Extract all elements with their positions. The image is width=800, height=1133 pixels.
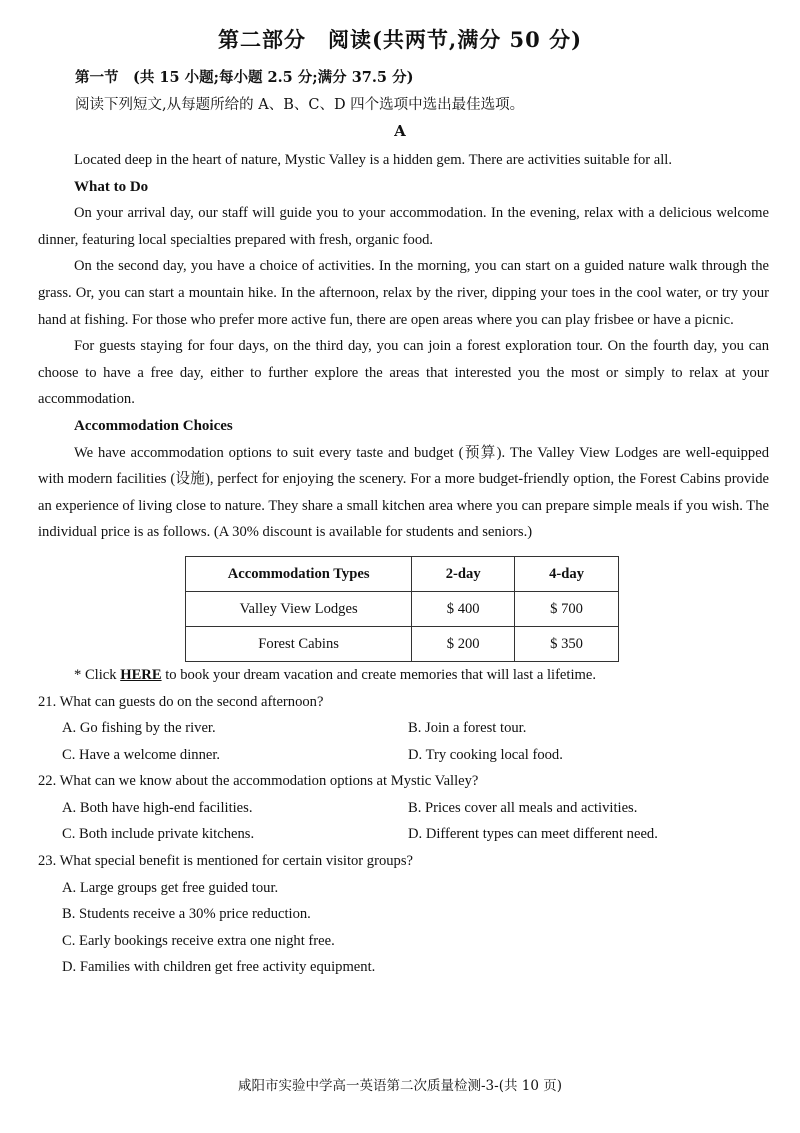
section-heading: 第一节 (共 15 小题;每小题 2.5 分;满分 37.5 分)	[75, 69, 414, 86]
option-b[interactable]: B. Join a forest tour.	[408, 720, 527, 737]
option-c[interactable]: C. Early bookings receive extra one night free.	[62, 932, 335, 949]
here-link[interactable]: HERE	[120, 666, 162, 683]
header-4day: 4-day	[515, 556, 619, 591]
question-23-stem: 23. What special benefit is mentioned for certain visitor groups?	[38, 853, 414, 870]
question-21-options-row2	[38, 742, 769, 769]
what-to-do-heading: What to Do	[74, 178, 149, 195]
question-22-stem: 22. What can we know about the accommodation options at Mystic Valley?	[38, 773, 479, 790]
table-row	[186, 591, 619, 626]
option-c[interactable]: C. Have a welcome dinner.	[62, 746, 221, 763]
cell-type: Forest Cabins	[186, 626, 412, 661]
paragraph-second-day: On the second day, you have a choice of activities. In the morning, you can start on a guided nature walk through the grass. Or, you can start a mountain hike. In the afternoon, relax by the river, dipping your toes in the cool water, or try your hand at fishing. For those who prefer more active fun, there are open areas where you can play frisbee or have a picnic.	[38, 258, 769, 328]
option-d[interactable]: D. Try cooking local food.	[408, 746, 563, 763]
paragraph-four-days: For guests staying for four days, on the third day, you can join a forest exploration tour. On the fourth day, you can choose to have a free day, either to further explore the areas that interested you the most or simply to relax at your accommodation.	[38, 338, 769, 408]
paragraph-accommodation: We have accommodation options to suit every taste and budget (预算). The Valley View Lodges are well-equipped with modern facilities (设施), perfect for enjoying the scenery. For a more budget-friendly option, the Forest Cabins provide an experience of living close to nature. They share a small kitchen area where you can prepare simple meals if you wish. The individual price is as follows. (A 30% discount is available for students and seniors.)	[38, 444, 769, 541]
option-b[interactable]: B. Students receive a 30% price reduction.	[62, 906, 311, 923]
option-d[interactable]: D. Different types can meet different need.	[408, 826, 658, 843]
page-title: 第二部分 阅读(共两节,满分 50 分)	[217, 27, 583, 52]
cell-type: Valley View Lodges	[186, 591, 412, 626]
price-table	[185, 556, 619, 662]
accommodation-heading: Accommodation Choices	[74, 417, 233, 434]
question-22-options-row1	[38, 795, 769, 822]
booking-note	[38, 662, 769, 689]
passage-body	[38, 147, 769, 981]
cell-2day: $ 200	[412, 626, 515, 661]
option-c[interactable]: C. Both include private kitchens.	[62, 826, 255, 843]
option-b[interactable]: B. Prices cover all meals and activities.	[408, 799, 638, 816]
option-a[interactable]: A. Go fishing by the river.	[62, 720, 216, 737]
instruction-text: 阅读下列短文,从每题所给的 A、B、C、D 四个选项中选出最佳选项。	[75, 97, 525, 113]
paragraph-arrival: On your arrival day, our staff will guide you to your accommodation. In the evening, relax with a delicious welcome dinner, featuring local specialties prepared with fresh, organic food.	[38, 205, 769, 248]
header-type: Accommodation Types	[186, 556, 412, 591]
intro-paragraph: Located deep in the heart of nature, Mystic Valley is a hidden gem. There are activities suitable for all.	[74, 152, 672, 168]
cell-4day: $ 700	[515, 591, 619, 626]
passage-label: A	[394, 122, 406, 140]
table-header-row	[186, 556, 619, 591]
page-footer: 咸阳市实验中学高一英语第二次质量检测-3-(共 10 页)	[237, 1078, 562, 1094]
note-prefix: * Click	[74, 666, 121, 683]
option-d[interactable]: D. Families with children get free activity equipment.	[62, 959, 376, 976]
header-2day: 2-day	[412, 556, 515, 591]
question-21-options-row1	[38, 715, 769, 742]
note-suffix: to book your dream vacation and create memories that will last a lifetime.	[161, 666, 596, 683]
question-22-options-row2	[38, 821, 769, 848]
question-21-stem: 21. What can guests do on the second afternoon?	[38, 693, 324, 710]
option-a[interactable]: A. Large groups get free guided tour.	[62, 879, 279, 896]
option-a[interactable]: A. Both have high-end facilities.	[62, 799, 253, 816]
cell-2day: $ 400	[412, 591, 515, 626]
table-row	[186, 626, 619, 661]
cell-4day: $ 350	[515, 626, 619, 661]
